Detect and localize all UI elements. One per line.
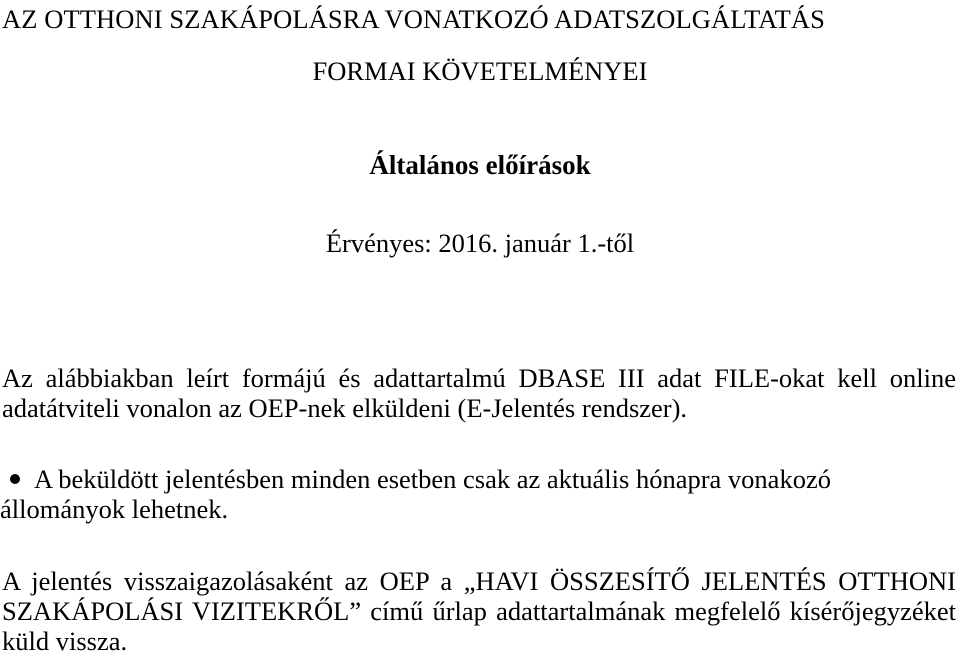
bullet-icon [10, 474, 20, 484]
paragraph-confirmation: A jelentés visszaigazolásaként az OEP a „HAVI ÖSSZESÍTŐ JELENTÉS OTTHONI SZAKÁPOLÁSI VIZITEKRŐL” című űrlap adattartalmának megfelelő kísérőjegyzéket küld vissza. [2, 566, 956, 656]
bullet-text-line2: állományok lehetnek. [0, 494, 229, 524]
bullet-text [0, 464, 954, 524]
section-title: Általános előírások [369, 150, 591, 180]
validity-date: Érvényes: 2016. január 1.-től [325, 228, 635, 258]
document-heading-line2: FORMAI KÖVETELMÉNYEI [312, 56, 648, 86]
bullet-text-line1: A beküldött jelentésben minden esetben csak az aktuális hónapra vonakozó [34, 464, 831, 494]
paragraph-intro: Az alábbiakban leírt formájú és adattartalmú DBASE III adat FILE-okat kell online adatátviteli vonalon az OEP-nek elküldeni (E-Jelentés rendszer). [2, 363, 956, 423]
document-heading-line1: AZ OTTHONI SZAKÁPOLÁSRA VONATKOZÓ ADATSZOLGÁLTATÁS [2, 4, 825, 34]
